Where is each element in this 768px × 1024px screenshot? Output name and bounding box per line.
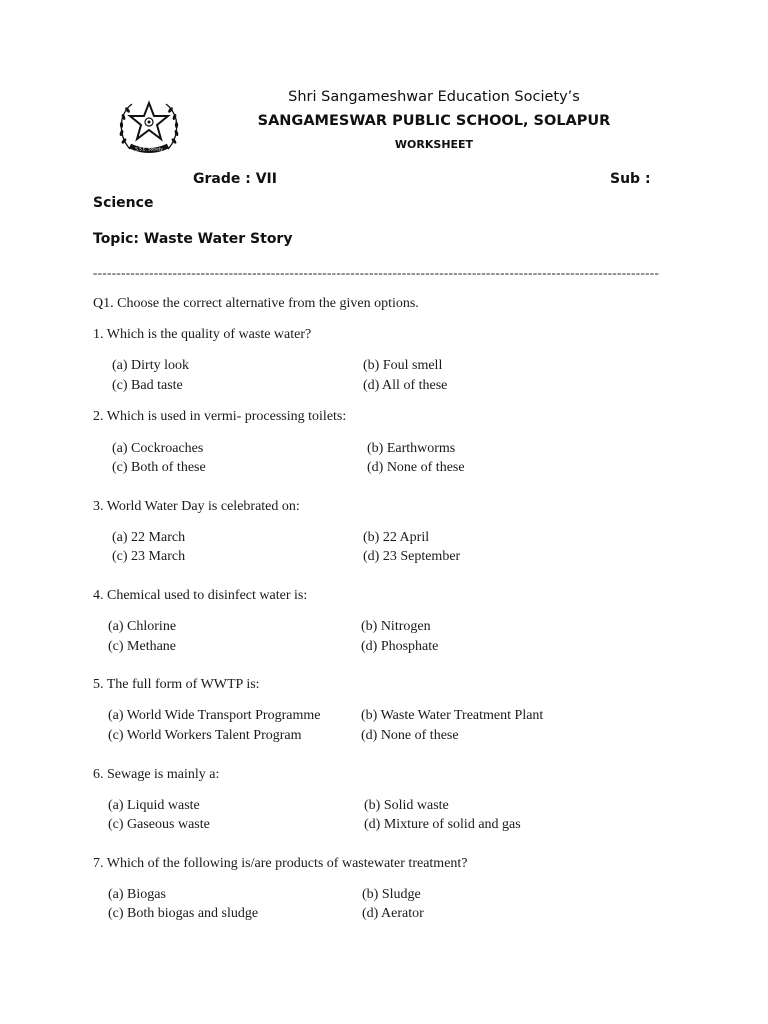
question-text: 6. Sewage is mainly a: [93, 767, 220, 782]
option-a: (a) Dirty look [112, 358, 189, 373]
question-text: 1. Which is the quality of waste water? [93, 327, 312, 342]
worksheet-label: WORKSHEET [394, 138, 474, 151]
subject-label: Sub : [610, 171, 651, 187]
question-text: 7. Which of the following is/are products of wastewater treatment? [93, 856, 468, 871]
school-name: SANGAMESWAR PUBLIC SCHOOL, SOLAPUR [257, 113, 611, 129]
option-d: (d) Phosphate [361, 639, 439, 654]
option-a: (a) Biogas [108, 887, 166, 902]
question-text: 5. The full form of WWTP is: [93, 677, 260, 692]
option-c: (c) Both of these [112, 460, 206, 475]
grade-label: Grade : VII [193, 171, 277, 187]
question-text: 3. World Water Day is celebrated on: [93, 499, 300, 514]
society-name: Shri Sangameshwar Education Society’s [288, 89, 580, 105]
option-c: (c) Both biogas and sludge [108, 906, 259, 921]
question-text: 2. Which is used in vermi- processing toilets: [93, 409, 347, 424]
option-d: (d) 23 September [363, 549, 461, 564]
option-b: (b) 22 April [363, 530, 430, 545]
option-a: (a) World Wide Transport Programme [108, 708, 321, 723]
option-d: (d) Aerator [362, 906, 424, 921]
section-instruction: Q1. Choose the correct alternative from the given options. [93, 296, 419, 311]
option-b: (b) Foul smell [363, 358, 443, 373]
divider-line: ------------------------------------------------------------------------------------------------------------------------- [93, 265, 660, 280]
option-c: (c) Bad taste [112, 378, 183, 393]
option-a: (a) Cockroaches [112, 441, 204, 456]
option-b: (b) Nitrogen [361, 619, 431, 634]
option-d: (d) None of these [361, 728, 459, 743]
option-a: (a) Liquid waste [108, 798, 200, 813]
option-b: (b) Sludge [362, 887, 421, 902]
option-c: (c) World Workers Talent Program [108, 728, 302, 743]
option-c: (c) 23 March [112, 549, 186, 564]
option-b: (b) Solid waste [364, 798, 449, 813]
svg-text:S.S.E. Society: S.S.E. Society [135, 146, 163, 152]
option-c: (c) Methane [108, 639, 177, 654]
question-text: 4. Chemical used to disinfect water is: [93, 588, 308, 603]
option-c: (c) Gaseous waste [108, 817, 210, 832]
topic-title: Topic: Waste Water Story [93, 231, 293, 247]
subject-value: Science [93, 195, 154, 211]
option-a: (a) 22 March [112, 530, 186, 545]
option-d: (d) None of these [367, 460, 465, 475]
option-d: (d) All of these [363, 378, 448, 393]
option-b: (b) Earthworms [367, 441, 456, 456]
option-b: (b) Waste Water Treatment Plant [361, 708, 544, 723]
option-d: (d) Mixture of solid and gas [364, 817, 521, 832]
option-a: (a) Chlorine [108, 619, 177, 634]
